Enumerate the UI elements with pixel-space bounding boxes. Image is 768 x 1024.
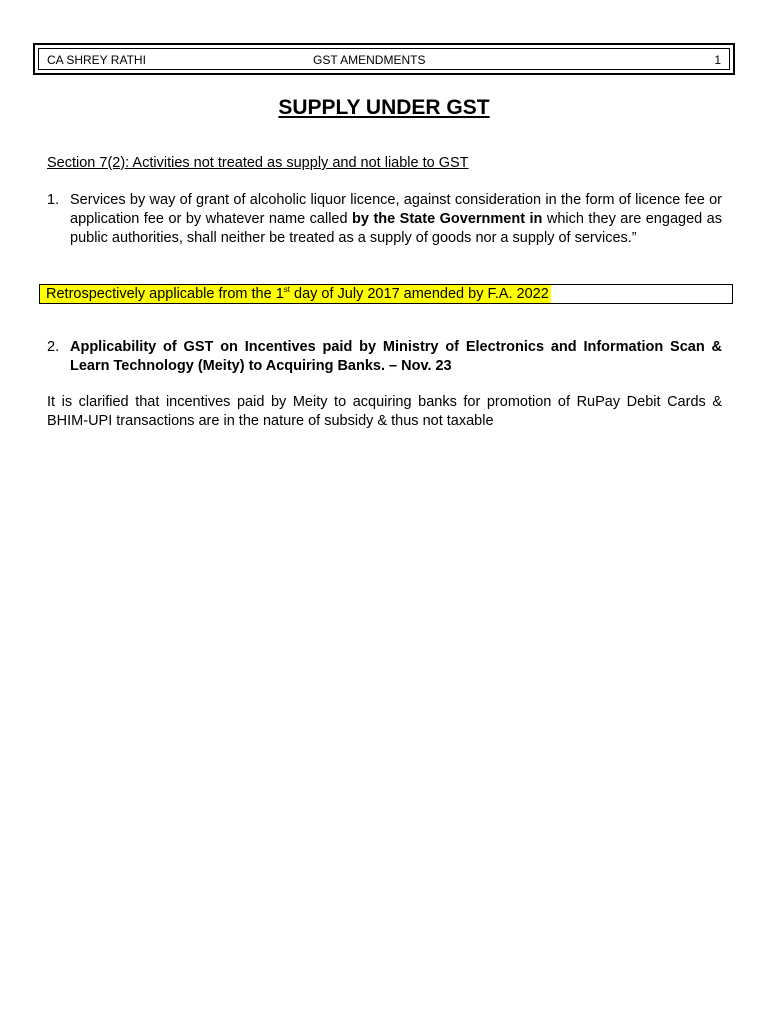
list-item-2-text: Applicability of GST on Incentives paid by Ministry of Electronics and Information Scan & Learn Technology (Meity) to Acquiring Banks. – Nov. 23 bbox=[70, 339, 722, 374]
highlight-text bbox=[40, 285, 551, 303]
list-item-1-text-b: which they are engaged as public authorities, shall neither be treated as a supply of goods nor a supply of services.” bbox=[70, 211, 722, 246]
highlight-superscript: st bbox=[283, 285, 290, 294]
highlight-box bbox=[39, 284, 733, 304]
highlight-text-before: Retrospectively applicable from the 1 bbox=[46, 286, 284, 302]
highlight-text-after: day of July 2017 amended by F.A. 2022 bbox=[290, 286, 549, 302]
header-title: GST AMENDMENTS bbox=[313, 53, 426, 67]
list-item-2-body bbox=[70, 338, 722, 376]
page-header bbox=[33, 43, 735, 75]
clarification-paragraph: It is clarified that incentives paid by Meity to acquiring banks for promotion of RuPay Debit Cards & BHIM-UPI transactions are in the nature of subsidy & thus not taxable bbox=[47, 394, 722, 429]
section-heading: Section 7(2): Activities not treated as supply and not liable to GST bbox=[47, 155, 469, 171]
list-item-1 bbox=[47, 191, 722, 248]
header-author: CA SHREY RATHI bbox=[47, 53, 146, 67]
list-item-2 bbox=[47, 338, 722, 376]
list-item-1-text-a: Services by way of grant of alcoholic liquor licence, against consideration in the form of licence fee or application fee or by whatever name called bbox=[70, 192, 722, 227]
list-item-1-number: 1. bbox=[47, 192, 60, 208]
list-item-1-text-bold: by the State Government in bbox=[352, 211, 543, 227]
header-page-number: 1 bbox=[714, 53, 721, 67]
document-title: SUPPLY UNDER GST bbox=[278, 96, 490, 119]
list-item-1-body bbox=[70, 191, 722, 248]
page-header-inner bbox=[38, 48, 730, 70]
list-item-2-number: 2. bbox=[47, 339, 60, 355]
